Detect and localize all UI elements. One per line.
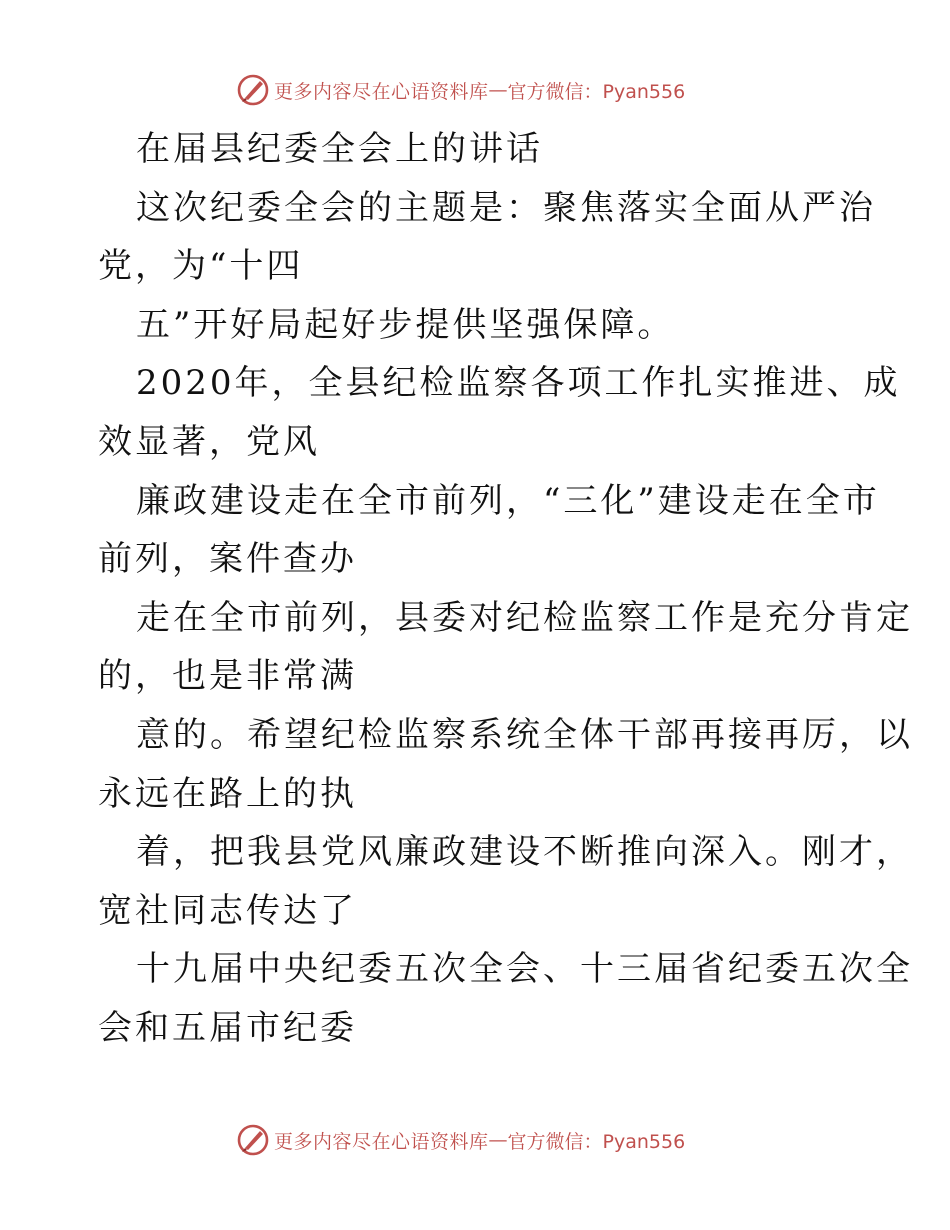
banner-separator: — — [488, 1129, 508, 1151]
text-line: 2020年，全县纪检监察各项工作扎实推进、成 — [136, 363, 901, 404]
text-line: 五”开好局起好步提供坚强保障。 — [136, 304, 675, 345]
text-line: 十九届中央纪委五次全会、十三届省纪委五次全 — [136, 949, 913, 990]
quill-pen-logo-icon — [236, 73, 270, 107]
speech-title: 在届县纪委全会上的讲话 — [136, 129, 543, 169]
text-line: 永远在路上的执 — [98, 773, 357, 814]
speech-text — [98, 120, 913, 1058]
text-line: 宽社同志传达了 — [98, 890, 357, 931]
text-line: 意的。希望纪检监察系统全体干部再接再厉，以 — [136, 714, 913, 755]
banner-separator: — — [488, 79, 508, 101]
header-banner — [236, 72, 685, 108]
footer-banner — [236, 1122, 685, 1158]
text-line: 会和五届市纪委 — [98, 1007, 357, 1048]
text-line: 党，为“十四 — [98, 246, 304, 287]
text-line: 廉政建设走在全市前列，“三化”建设走在全市 — [136, 480, 880, 521]
text-line: 的，也是非常满 — [98, 656, 357, 697]
text-line: 效显著，党风 — [98, 421, 320, 462]
banner-title: 更多内容尽在心语资料库 — [274, 1130, 489, 1153]
banner-title: 更多内容尽在心语资料库 — [274, 80, 489, 103]
banner-wechat: 官方微信：Pyan556 — [507, 80, 686, 103]
banner-wechat: 官方微信：Pyan556 — [507, 1130, 686, 1153]
text-line: 这次纪委全会的主题是：聚焦落实全面从严治 — [136, 187, 876, 228]
text-line: 前列，案件查办 — [98, 539, 357, 580]
quill-pen-logo-icon — [236, 1123, 270, 1157]
text-line: 走在全市前列，县委对纪检监察工作是充分肯定 — [136, 597, 913, 638]
text-line: 着，把我县党风廉政建设不断推向深入。刚才， — [136, 832, 913, 873]
